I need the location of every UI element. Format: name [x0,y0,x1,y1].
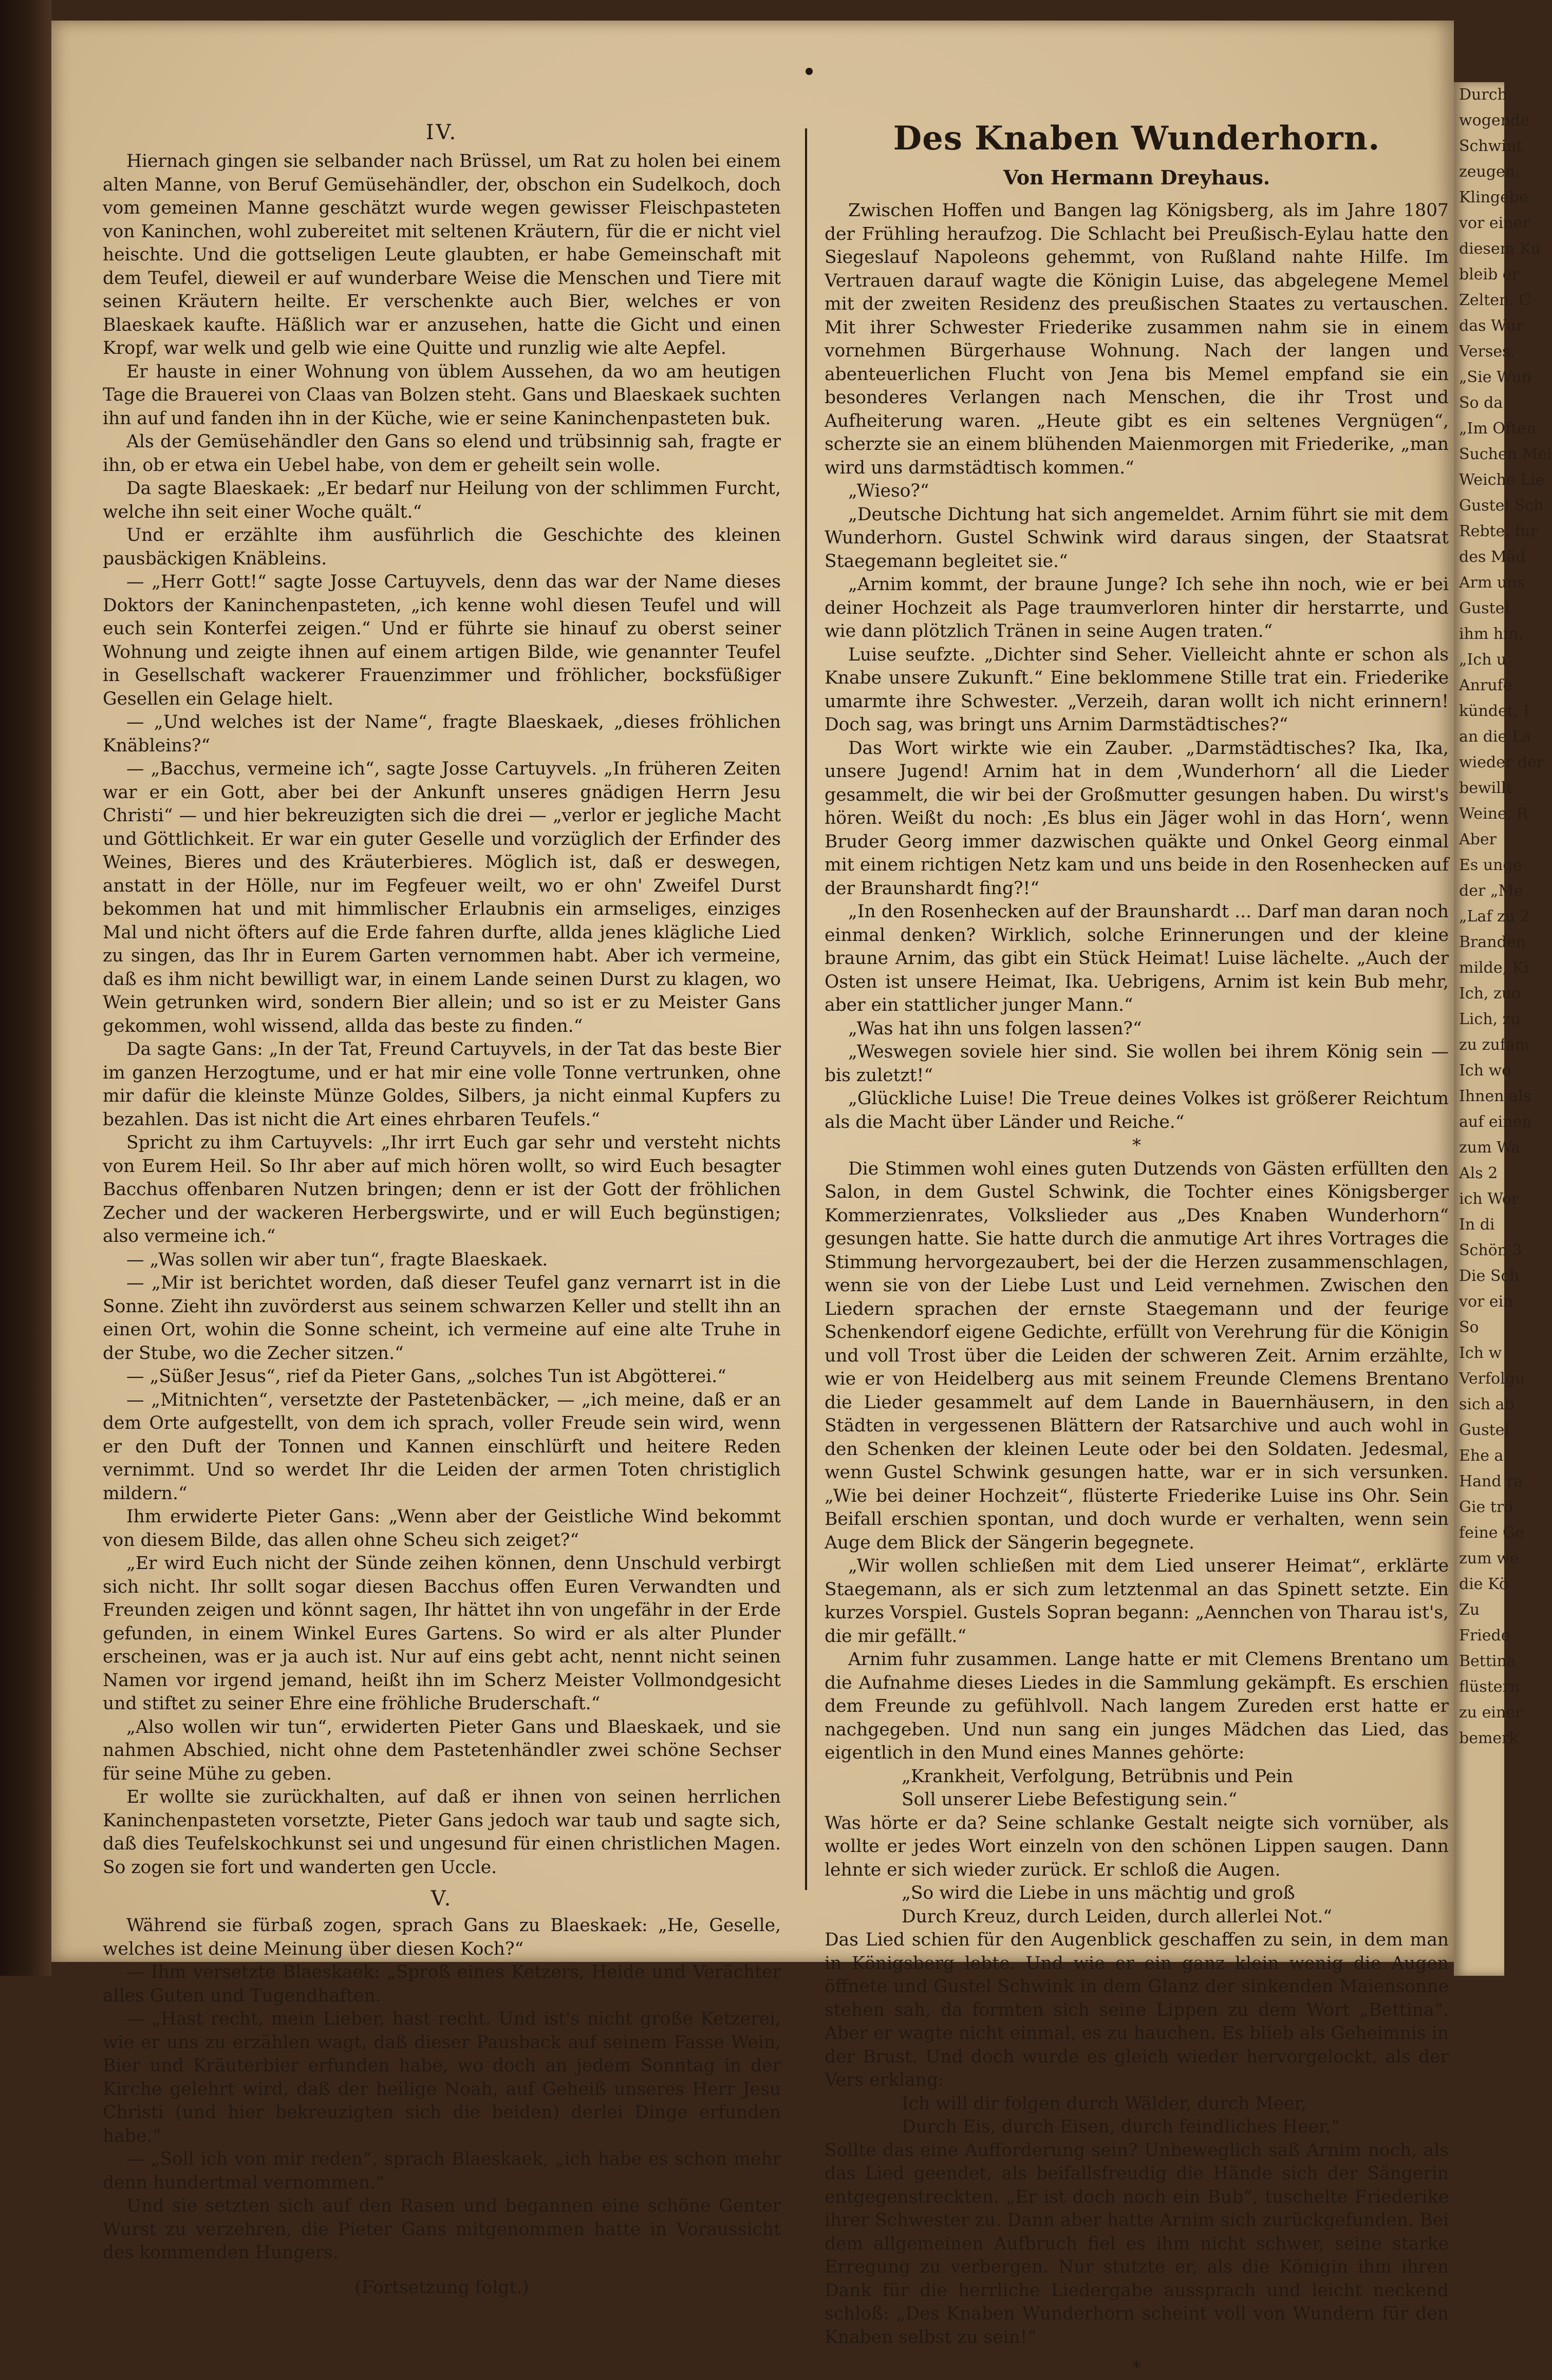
next-page-fragment: vor einer [1459,214,1530,232]
next-page-fragment: das Wur [1459,317,1524,335]
next-page-fragment: Rebte, fur [1459,522,1538,540]
next-page-fragment: Friede [1459,1627,1510,1645]
next-page-fragment: Hand ra [1459,1472,1523,1490]
next-page-fragment: ich Wor [1459,1190,1519,1208]
story-paragraph: Und er erzählte ihm ausführlich die Geschichte des kleinen pausbäckigen Knäbleins. [103,525,781,569]
next-page-fragment: vor ein [1459,1293,1513,1311]
next-page-fragment: Gustel [1459,599,1510,617]
next-page-fragment: wogende [1459,111,1529,129]
section-iv-body [103,150,781,1879]
next-page-fragment: Zelten. C [1459,291,1531,309]
verse-line: Ich will dir folgen durch Wälder, durch Meer, [902,2093,1307,2114]
story-paragraph: — „Soll ich von mir reden“, sprach Blaeskaek, „ich habe es schon mehr denn hundertmal vernommen.“ [103,2149,781,2193]
article-paragraph: Was hörte er da? Seine schlanke Gestalt neigte sich vornüber, als wollte er jedes Wort einzeln von den schönen Lippen saugen. Dann lehnte er sich wieder zurück. Er schloß die Augen. [825,1812,1449,1880]
next-page-fragment: an die La [1459,728,1531,746]
story-paragraph: — „Hast recht, mein Lieber, hast recht. Und ist's nicht große Ketzerei, wie er uns zu erzählen wagt, daß dieser Pausback auf seinem Fasse Wein, Bier und Kräuterbier erfunden habe, wo doch an jedem Sonntag in der Kirche gelehrt wird, daß der heilige Noah, auf Geheiß unseres Herr Jesu Christi (und hier bekreuzigten sich die beiden) derlei Dinge erfunden habe.“ [103,2009,781,2146]
next-page-fragment: Durch [1459,86,1507,104]
section-v-body [103,1914,781,2265]
next-page-fragment: Verses. [1459,343,1516,361]
article-paragraph: Die Stimmen wohl eines guten Dutzends von Gästen erfüllten den Salon, in dem Gustel Schwink, die Tochter eines Königsberger Kommerzienrates, Volkslieder aus „Des Knaben Wunderhorn“ gesungen hatte. Sie hatte durch die anmutige Art ihres Vortrages die Stimmung hervorgezaubert, bei der die Herzen zusammenschlagen, wenn sie von der Liebe Lust und Leid vernehmen. Zwischen den Liedern sprachen der ernste Staegemann und der feurige Schenkendorf eigene Gedichte, erfüllt von Verehrung für die Königin und voll Trost über die Leiden der schweren Zeit. Arnim erzählte, wie er von Heidelberg aus mit seinem Freunde Clemens Brentano die Lieder gesammelt auf dem Lande in Bauernhäusern, in den Städten in vergessenen Blättern der Ratsarchive und auch wohl in den Schenken der kleinen Leute oder bei den Soldaten. Jedesmal, wenn Gustel Schwink gesungen hatte, war er in sich versunken. „Wie bei deiner Hochzeit“, flüsterte Friederike Luise ins Ohr. Sein Beifall erschien spontan, und doch wurde er verhalten, wenn sein Auge dem Blick der Sängerin begegnete. [825,1158,1449,1553]
article-paragraph: „Glückliche Luise! Die Treue deines Volkes ist größerer Reichtum als die Macht über Länder und Reiche.“ [825,1088,1449,1132]
next-page-edge [1454,82,1552,1976]
next-page-fragment: Bettina [1459,1652,1516,1670]
next-page-fragment: feine Ge [1459,1524,1524,1542]
next-page-fragment: Ihnen als [1459,1087,1531,1105]
next-page-fragment: So da [1459,394,1503,412]
verse-block-2 [825,1882,1449,1929]
column-rule [805,128,807,1890]
next-page-fragment: Klingebe [1459,188,1528,206]
verse-line: „Krankheit, Verfolgung, Betrübnis und Pein [902,1766,1294,1787]
article-part2-body [825,1158,1449,1765]
article-byline: Von Hermann Dreyhaus. [1003,166,1270,189]
next-page-fragment: Schwint [1459,137,1523,155]
next-page-fragment: „Laf zu 2 [1459,908,1530,925]
next-page-fragment: der „Me [1459,882,1523,900]
book-spine [0,0,51,1976]
section-separator-star: * [1132,1135,1141,1156]
story-paragraph: Er hauste in einer Wohnung von üblem Aussehen, da wo am heutigen Tage die Brauerei von Claas van Bolzen steht. Gans und Blaeskaek suchten ihn auf und fanden ihn in der Küche, wie er seine Kaninchenpasteten buk. [103,361,781,429]
next-page-fragment: sich ab [1459,1395,1514,1413]
story-paragraph: — „Herr Gott!“ sagte Josse Cartuyvels, denn das war der Name dieses Doktors der Kaninchenpasteten, „ich kenne wohl diesen Teufel und will euch sein Konterfei zeigen.“ Und er führte sie hinauf zu oberst seiner Wohnung und zeigte ihnen auf einem artigen Bilde, wie genannter Teufel in Gesellschaft wackerer Frauenzimmer und fröhlicher, bocksfüßiger Gesellen ein Gelage hielt. [103,572,781,709]
story-paragraph: „Also wollen wir tun“, erwiderten Pieter Gans und Blaeskaek, und sie nahmen Abschied, nicht ohne dem Pastetenhändler zwei schöne Sechser für seine Mühe zu geben. [103,1716,781,1784]
next-page-fragment: Ehe a [1459,1447,1504,1465]
next-page-fragment: wieder der [1459,753,1544,771]
verse-line: Durch Kreuz, durch Leiden, durch allerlei Not.“ [902,1906,1332,1927]
left-column [103,118,781,2299]
article-paragraph: „Weswegen soviele hier sind. Sie wollen bei ihrem König sein — bis zuletzt!“ [825,1042,1449,1086]
next-page-fragment: Weiche Lie [1459,471,1545,489]
next-page-fragment: Lich, zu [1459,1010,1521,1028]
next-page-fragment: Gustel [1459,1421,1510,1439]
next-page-fragment: auf einen [1459,1113,1532,1131]
next-page-fragment: „Ich u [1459,651,1507,669]
next-page-fragment: Zu [1459,1601,1480,1619]
next-page-fragment: Weine, R [1459,805,1528,823]
next-page-fragment: Ich w [1459,1344,1502,1362]
story-paragraph: — „Und welches ist der Name“, fragte Blaeskaek, „dieses fröhlichen Knäbleins?“ [103,712,781,756]
article-paragraph: „Wir wollen schließen mit dem Lied unserer Heimat“, erklärte Staegemann, als er sich zum letztenmal an das Spinett setzte. Ein kurzes Vorspiel. Gustels Sopran begann: „Aennchen von Tharau ist's, die mir gefällt.“ [825,1556,1449,1647]
story-paragraph: — „Bacchus, vermeine ich“, sagte Josse Cartuyvels. „In früheren Zeiten war er ein Gott, aber bei der Ankunft unseres gnädigen Herrn Jesu Christi“ — und hier bekreuzigten sich die drei — „verlor er jegliche Macht und Göttlichkeit. Er war ein guter Geselle und vorzüglich der Erfinder des Weines, Bieres und des Kräuterbieres. Möglich ist, daß er deswegen, anstatt in der Hölle, nur im Fegfeuer weilt, wo er ohn' Zweifel Durst bekommen hat und mit himmlischer Erlaubnis ein armseliges, einziges Mal und nicht öfters auf die Erde fahren durfte, allda jenes klägliche Lied zu singen, das Ihr in Eurem Garten vernommen habt. Aber ich vermeine, daß es ihm nicht bewilligt war, in einem Lande seinen Durst zu klagen, wo Wein getrunken wird, sondern Bier allein; und so ist er zu Meister Gans gekommen, wohl wissend, allda das beste zu finden.“ [103,759,781,1036]
story-paragraph: Da sagte Gans: „In der Tat, Freund Cartuyvels, in der Tat das beste Bier im ganzen Herzogtume, und er hat mir eine volle Tonne vertrunken, ohne mir dafür die kleinste Münze Goldes, Silbers, ja nicht einmal Kupfers zu bezahlen. Das ist nicht die Art eines ehrbaren Teufels.“ [103,1039,781,1130]
article-paragraph: „Deutsche Dichtung hat sich angemeldet. Arnim führt sie mit dem Wunderhorn. Gustel Schwink wird daraus singen, der Staatsrat Staegemann begleitet sie.“ [825,504,1449,572]
article-paragraph: „Wieso?“ [848,481,929,501]
verse-block-1 [825,1765,1449,1812]
story-paragraph: — Ihm versetzte Blaeskaek: „Sproß eines Ketzers, Heide und Verächter alles Guten und Tugendhaften. [103,1962,781,2006]
story-paragraph: Während sie fürbaß zogen, sprach Gans zu Blaeskaek: „He, Geselle, welches ist deine Meinung über diesen Koch?“ [103,1915,781,1959]
next-page-fragment: „Im Often [1459,420,1537,438]
next-page-fragment: bemerk [1459,1729,1519,1747]
story-paragraph: — „Mir ist berichtet worden, daß dieser Teufel ganz vernarrt ist in die Sonne. Zieht ihn zuvörderst aus seinem schwarzen Keller und stellt ihn an einen Ort, wohin die Sonne scheint, ich vermeine auf eine alte Truhe in der Stube, wo die Zecher sitzen.“ [103,1273,781,1364]
article-paragraph: Sollte das eine Aufforderung sein? Unbeweglich saß Arnim noch, als das Lied geendet, als beifallsfreudig die Hände sich der Sängerin entgegenstreckten. „Er ist doch noch ein Bub“, tuschelte Friederike ihrer Schwester zu. Dann aber hatte Arnim sich zurückgefunden. Bei dem allgemeinen Aufbruch fiel es ihm nicht schwer, seine starke Erregung zu verbergen. Nur stutzte er, als die Königin ihm ihren Dank für die herrliche Liedergabe aussprach und leicht neckend schloß: „Des Knaben Wunderhorn scheint voll von Wundern für den Knaben selbst zu sein!“ [825,2140,1449,2348]
next-page-fragment: Branden [1459,933,1526,951]
next-page-fragment: Anrufe [1459,676,1512,694]
article-paragraph: „Arnim kommt, der braune Junge? Ich sehe ihn noch, wie er bei deiner Hochzeit als Page traumverloren hinter dir herstarrte, und wie dann plötzlich Tränen in seine Augen traten.“ [825,574,1449,641]
next-page-fragment: bewillt [1459,779,1512,797]
next-page-fragment: Suchen Mei [1459,445,1552,463]
next-page-fragment: des Mäd [1459,548,1526,566]
next-page-fragment: Schön 3 [1459,1241,1522,1259]
next-page-fragment: ihm hin, [1459,625,1523,643]
story-paragraph: Hiernach gingen sie selbander nach Brüssel, um Rat zu holen bei einem alten Manne, von Beruf Gemüsehändler, der, obschon ein Sudelkoch, doch vom gemeinen Manne geschätzt wurde wegen gewisser Fleischpasteten von Kaninchen, wohl zubereitet mit seltenen Kräutern, für die er nicht viel heischte. Und die gottseligen Leute glaubten, er habe Gemeinschaft mit dem Teufel, dieweil er auf wunderbare Weise die Menschen und Tiere mit seinen Kräutern heilte. Er verschenkte auch Bier, welches er von Blaeskaek kaufte. Häßlich war er anzusehen, hatte die Gicht und einen Kropf, war welk und gelb wie eine Quitte und runzlig wie alte Aepfel. [103,151,781,358]
verse-line: Soll unserer Liebe Befestigung sein.“ [902,1789,1238,1810]
next-page-fragment: Die Sch [1459,1267,1520,1285]
next-page-fragment: zum Wa [1459,1139,1521,1157]
end-separator-star: * [1132,2357,1141,2378]
continuation-note: (Fortsetzung folgt.) [354,2277,529,2298]
next-page-fragment: zu einer [1459,1704,1523,1722]
article-paragraph: Das Wort wirkte wie ein Zauber. „Darmstädtisches? Ika, Ika, unsere Jugend! Arnim hat in dem ‚Wunderhorn‘ all die Lieder gesammelt, die wir bei der Großmutter gesungen haben. Du wirst's hören. Weißt du noch: ‚Es blus ein Jäger wohl in das Horn‘, wenn Bruder Georg immer dazwischen quäkte und Onkel Georg einmal mit einem richtigen Netz kam und uns beide in den Rosenhecken auf der Braunshardt fing?!“ [825,738,1449,899]
story-paragraph: Spricht zu ihm Cartuyvels: „Ihr irrt Euch gar sehr und versteht nichts von Eurem Heil. So Ihr aber auf mich hören wollt, so wird Euch besagter Bacchus offenbaren Nutzen bringen; denn er ist der Gott der fröhlichen Zecher und der wackeren Herbergswirte, und er will Euch begünstigen; also vermeine ich.“ [103,1132,781,1246]
next-page-fragment: zu zufam [1459,1036,1530,1054]
story-paragraph: — „Süßer Jesus“, rief da Pieter Gans, „solches Tun ist Abgötterei.“ [126,1366,726,1387]
next-page-fragment: kündet, I [1459,702,1529,720]
next-page-fragment: Verfolgu [1459,1370,1525,1388]
article-headline: Des Knaben Wunderhorn. [893,119,1380,158]
next-page-fragment: bleib er [1459,266,1519,284]
story-paragraph: Als der Gemüsehändler den Gans so elend und trübsinnig sah, fragte er ihn, ob er etwa ein Uebel habe, von dem er geheilt sein wolle. [103,431,781,476]
story-paragraph: Und sie setzten sich auf den Rasen und begannen eine schöne Genter Wurst zu verzehren, die Pieter Gans mitgenommen hatte in Voraussicht des kommenden Hungers. [103,2196,781,2263]
article-paragraph: „In den Rosenhecken auf der Braunshardt ... Darf man daran noch einmal denken? Wirklich, solche Erinnerungen und der kleine braune Arnim, das gibt ein Stück Heimat! Luise lächelte. „Auch der Osten ist unsere Heimat, Ika. Uebrigens, Arnim ist kein Bub mehr, aber ein stattlicher junger Mann.“ [825,901,1449,1015]
page-dot-mark [806,68,813,75]
verse-block-3 [825,2092,1449,2139]
article-paragraph: Zwischen Hoffen und Bangen lag Königsberg, als im Jahre 1807 der Frühling heraufzog. Die Schlacht bei Preußisch-Eylau hatte den Siegeslauf Napoleons gehemmt, von Rußland nahte Hilfe. Im Vertrauen darauf wagte die Königin Luise, das abgelegene Memel mit der zweiten Residenz des preußischen Staates zu vertauschen. Mit ihrer Schwester Friederike zusammen nahm sie in einem vornehmen Bürgerhause Wohnung. Nach der langen und abenteuerlichen Flucht von Jena bis Memel empfand sie ein besonderes Verlangen nach Menschen, die ihr Trost und Aufheiterung waren. „Heute gibt es ein seltenes Vergnügen“, scherzte sie an einem blühenden Maienmorgen mit Friederike, „man wird uns darmstädtisch kommen.“ [825,200,1449,478]
next-page-fragment: die Kö [1459,1575,1508,1593]
next-page-fragment: zeugen, [1459,163,1520,181]
verse-line: Durch Eis, durch Eisen, durch feindliches Heer.“ [902,2117,1340,2137]
article-part1-body [825,199,1449,1134]
next-page-fragment: „Sie Wun [1459,368,1532,386]
right-column [825,118,1449,2380]
article-paragraph: Luise seufzte. „Dichter sind Seher. Vielleicht ahnte er schon als Knabe unsere Zukunft.“ Eine beklommene Stille trat ein. Friederike umarmte ihre Schwester. „Verzeih, daran wollt ich nicht erinnern! Doch sag, was bringt uns Arnim Darmstädtisches?“ [825,644,1449,735]
next-page-fragment: Arm uns [1459,574,1525,592]
article-paragraph: Das Lied schien für den Augenblick geschaffen zu sein, in dem man in Königsberg lebte. Und wie er ein ganz klein wenig die Augen öffnete und Gustel Schwink in dem Glanz der sinkenden Maiensonne stehen sah, da formten sich seine Lippen zu dem Wort „Bettina“. Aber er wagte nicht einmal, es zu hauchen. Es blieb als Geheimnis in der Brust. Und doch wurde es gleich wieder hervorgelockt, als der Vers erklang: [825,1930,1449,2090]
next-page-fragment: Gie trö [1459,1498,1513,1516]
story-paragraph: — „Was sollen wir aber tun“, fragte Blaeskaek. [126,1249,548,1270]
story-paragraph: Ihm erwiderte Pieter Gans: „Wenn aber der Geistliche Wind bekommt von diesem Bilde, das allen ohne Scheu sich zeiget?“ [103,1506,781,1551]
article-paragraph: „Was hat ihn uns folgen lassen?“ [848,1018,1142,1039]
next-page-fragment: diesem Ku [1459,240,1541,258]
next-page-fragment: In di [1459,1216,1495,1234]
next-page-fragment: milde, Ki [1459,959,1529,977]
next-page-fragment: So [1459,1318,1479,1336]
story-paragraph: Er wollte sie zurückhalten, auf daß er ihnen von seinen herrlichen Kaninchenpasteten vorsetzte, Pieter Gans jedoch war taub und sagte sich, daß dies Teufelskochkunst sei und ungesund für einen christlichen Magen. So zogen sie fort und wanderten gen Uccle. [103,1787,781,1878]
next-page-fragment: Ich, zuo [1459,985,1521,1003]
article-paragraph: Arnim fuhr zusammen. Lange hatte er mit Clemens Brentano um die Aufnahme dieses Liedes in die Sammlung gekämpft. Es erschien dem Freunde zu gefühlvoll. Nach langem Zureden erst hatte er nachgegeben. Und nun sang ein junges Mädchen das Lied, das eigentlich in den Mund eines Mannes gehörte: [825,1649,1449,1763]
next-page-fragment: Aber [1459,830,1497,848]
next-page-fragment: Gustel Sch [1459,497,1544,515]
next-page-fragment: Ich wo [1459,1062,1511,1080]
next-page-fragment: flüstern [1459,1678,1520,1696]
section-heading-iv: IV. [425,121,458,144]
verse-line: „So wird die Liebe in uns mächtig und groß [902,1883,1295,1903]
section-heading-v: V. [431,1887,453,1911]
story-paragraph: — „Mitnichten“, versetzte der Pastetenbäcker, — „ich meine, daß er an dem Orte aufgestellt, von dem ich sprach, voller Freude sein wird, wenn er den Duft der Tonnen und Kannen einschlürft und heitere Reden vernimmt. Und so werdet Ihr die Leiden der armen Toten christiglich mildern.“ [103,1389,781,1504]
story-paragraph: Da sagte Blaeskaek: „Er bedarf nur Heilung von der schlimmen Furcht, welche ihn seit einer Woche quält.“ [103,478,781,522]
next-page-fragment: Es unge [1459,856,1522,874]
next-page-fragment: zum we [1459,1550,1519,1567]
story-paragraph: „Er wird Euch nicht der Sünde zeihen können, denn Unschuld verbirgt sich nicht. Ihr sollt sogar diesen Bacchus offen Euren Verwandten und Freunden zeigen und könnt sagen, Ihr hättet ihn von ungefähr in der Erde gefunden, in einem Winkel Eures Gartens. So wird er als alter Plunder erscheinen, was er ja auch ist. Nur auf eins gebt acht, nennt nicht seinen Namen vor irgend jemand, heißt ihn im Scherz Meister Vollmondgesicht und stiftet zu seiner Ehre eine fröhliche Bruderschaft.“ [103,1553,781,1714]
next-page-fragment: Als 2 [1459,1164,1498,1182]
